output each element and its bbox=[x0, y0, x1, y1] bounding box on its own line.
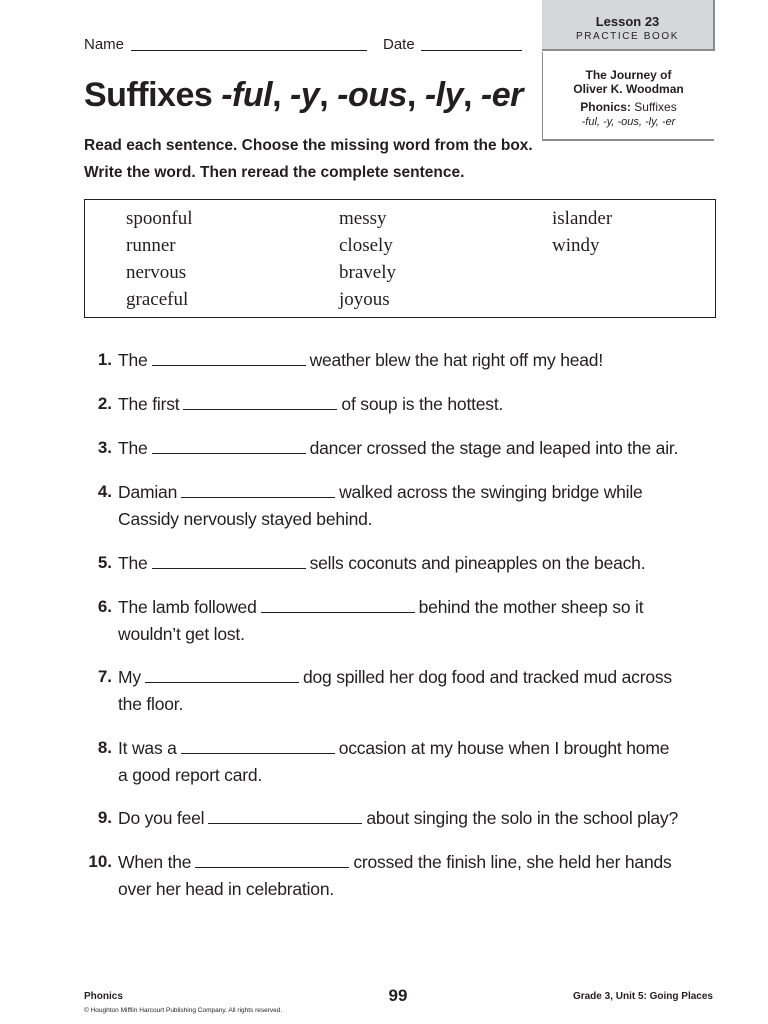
story-info-box bbox=[542, 52, 714, 141]
question-number: 7. bbox=[97, 667, 112, 686]
question-text-after: weather blew the hat right off my head! bbox=[309, 350, 604, 370]
title-suffix-y: -y bbox=[289, 76, 320, 114]
date-field[interactable] bbox=[421, 50, 522, 51]
title-suffix-ly: -ly bbox=[424, 76, 463, 114]
question-number: 9. bbox=[97, 808, 112, 827]
question-number: 3. bbox=[97, 438, 112, 457]
title-separator: , bbox=[406, 76, 425, 114]
suffix-list: -ful, -y, -ous, -ly, -er bbox=[581, 116, 676, 128]
title-prefix: Suffixes bbox=[84, 76, 222, 114]
practice-book-label: PRACTICE BOOK bbox=[575, 31, 680, 42]
word-bank-item: messy bbox=[339, 208, 387, 229]
name-label: Name bbox=[84, 36, 125, 53]
question-number: 4. bbox=[97, 482, 112, 501]
question-number: 8. bbox=[97, 738, 112, 757]
question-text-after: dancer crossed the stage and leaped into the air. bbox=[309, 438, 679, 458]
question-text-after: about singing the solo in the school play? bbox=[366, 808, 679, 828]
title-separator: , bbox=[319, 76, 338, 114]
footer-unit-label: Grade 3, Unit 5: Going Places bbox=[572, 991, 713, 1002]
answer-blank[interactable] bbox=[261, 612, 415, 613]
copyright-notice: © Houghton Mifflin Harcourt Publishing Company. All rights reserved. bbox=[84, 1007, 283, 1014]
question-text-continued: wouldn’t get lost. bbox=[118, 624, 245, 644]
phonics-skill bbox=[543, 100, 714, 115]
story-title-line-2: Oliver K. Woodman bbox=[573, 82, 684, 96]
question-text-before: Do you feel bbox=[118, 808, 205, 828]
title-separator: , bbox=[463, 76, 481, 114]
question-text-before: When the bbox=[118, 852, 192, 872]
word-bank bbox=[84, 199, 716, 318]
question-number: 10. bbox=[88, 852, 112, 871]
lesson-badge bbox=[542, 0, 715, 51]
word-bank-item: spoonful bbox=[126, 208, 193, 229]
page-title bbox=[84, 76, 523, 115]
answer-blank[interactable] bbox=[152, 453, 306, 454]
question-text-before: Damian bbox=[118, 482, 178, 502]
word-bank-item: graceful bbox=[126, 289, 189, 310]
title-suffix-ful: -ful bbox=[221, 76, 273, 114]
story-title bbox=[543, 68, 714, 96]
name-field[interactable] bbox=[131, 50, 367, 51]
word-bank-item: islander bbox=[552, 208, 613, 229]
word-bank-item: closely bbox=[339, 235, 393, 256]
word-bank-item: bravely bbox=[339, 262, 396, 283]
question-text-continued: a good report card. bbox=[118, 765, 263, 785]
phonics-label: Phonics: bbox=[580, 100, 631, 114]
question-text-after: dog spilled her dog food and tracked mud across bbox=[302, 667, 672, 687]
answer-blank[interactable] bbox=[145, 682, 299, 683]
answer-blank[interactable] bbox=[183, 409, 337, 410]
lesson-number: Lesson 23 bbox=[595, 14, 660, 29]
phonics-value: Suffixes bbox=[634, 100, 677, 114]
question-text-before: The lamb followed bbox=[118, 597, 257, 617]
question-text-after: behind the mother sheep so it bbox=[418, 597, 644, 617]
story-title-line-1: The Journey of bbox=[585, 68, 672, 82]
footer-section-label: Phonics bbox=[84, 991, 123, 1002]
question-text-before: The bbox=[118, 553, 148, 573]
question-number: 1. bbox=[97, 350, 112, 369]
question-number: 5. bbox=[97, 553, 112, 572]
question-text-continued: over her head in celebration. bbox=[118, 879, 335, 899]
answer-blank[interactable] bbox=[181, 497, 335, 498]
answer-blank[interactable] bbox=[208, 823, 362, 824]
date-label: Date bbox=[383, 36, 415, 53]
answer-blank[interactable] bbox=[152, 365, 306, 366]
question-text-before: The bbox=[118, 350, 148, 370]
question-number: 6. bbox=[97, 597, 112, 616]
answer-blank[interactable] bbox=[195, 867, 349, 868]
question-number: 2. bbox=[97, 394, 112, 413]
word-bank-item: runner bbox=[126, 235, 176, 256]
word-bank-item: joyous bbox=[339, 289, 390, 310]
question-text-after: crossed the finish line, she held her hands bbox=[353, 852, 672, 872]
question-text-after: occasion at my house when I brought home bbox=[338, 738, 670, 758]
instructions-line-2: Write the word. Then reread the complete sentence. bbox=[84, 164, 465, 181]
answer-blank[interactable] bbox=[181, 753, 335, 754]
title-separator: , bbox=[272, 76, 290, 114]
question-text-after: sells coconuts and pineapples on the beach. bbox=[309, 553, 646, 573]
word-bank-item: nervous bbox=[126, 262, 187, 283]
answer-blank[interactable] bbox=[152, 568, 306, 569]
instructions-line-1: Read each sentence. Choose the missing word from the box. bbox=[84, 137, 533, 154]
word-bank-item: windy bbox=[552, 235, 600, 256]
question-text-before: It was a bbox=[118, 738, 177, 758]
question-text-after: walked across the swinging bridge while bbox=[339, 482, 643, 502]
question-text-before: My bbox=[118, 667, 141, 687]
question-text-continued: Cassidy nervously stayed behind. bbox=[118, 509, 373, 529]
page-number: 99 bbox=[388, 986, 408, 1005]
question-text-continued: the floor. bbox=[118, 694, 184, 714]
question-text-before: The bbox=[118, 438, 148, 458]
title-suffix-er: -er bbox=[480, 76, 523, 114]
question-text-after: of soup is the hottest. bbox=[341, 394, 504, 414]
question-text-before: The first bbox=[118, 394, 180, 414]
title-suffix-ous: -ous bbox=[337, 76, 407, 114]
